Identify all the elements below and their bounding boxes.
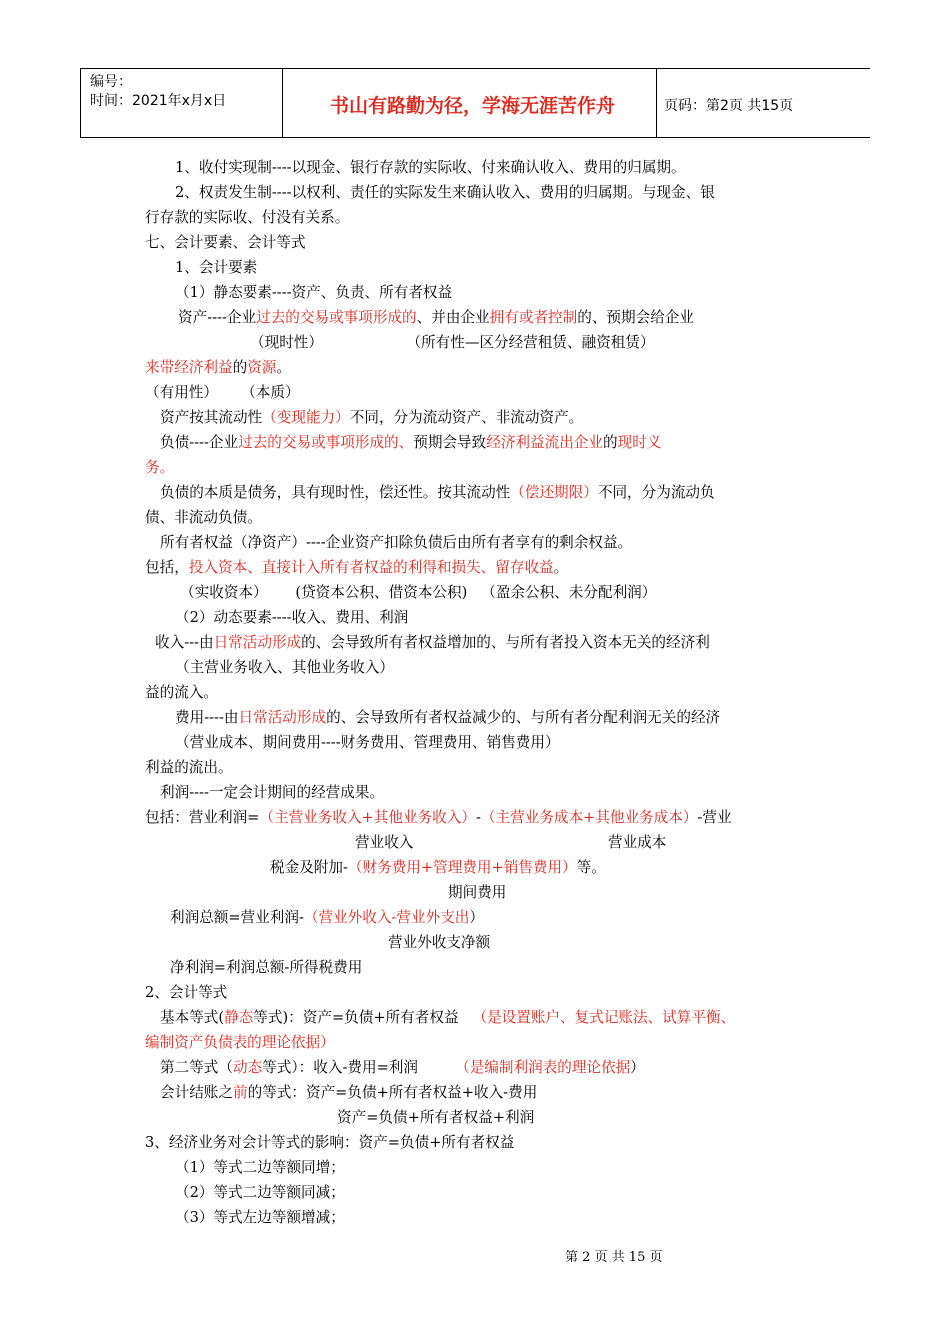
text-line bbox=[175, 1158, 345, 1178]
text-line bbox=[250, 333, 655, 353]
text-segment: 七、会计要素、会计等式 bbox=[145, 234, 306, 251]
text-segment: ） bbox=[469, 909, 484, 926]
page-info: 页码：第2页 共15页 bbox=[664, 98, 794, 114]
text-line bbox=[175, 1208, 345, 1228]
text-line bbox=[160, 533, 632, 553]
page-footer: 第 2 页 共 15 页 bbox=[565, 1250, 663, 1265]
text-line bbox=[160, 483, 715, 503]
text-segment: （现时性） （所有性—区分经营租赁、融资租赁） bbox=[250, 334, 655, 351]
text-segment: 资产----企业 bbox=[178, 309, 257, 326]
text-segment: 等式）：收入-费用=利润 bbox=[262, 1059, 456, 1076]
text-segment: 等式)：资产=负债+所有者权益 bbox=[253, 1009, 473, 1026]
text-line bbox=[170, 908, 484, 928]
text-line bbox=[145, 1133, 514, 1153]
text-segment: 所有者权益（净资产）----企业资产扣除负债后由所有者享有的剩余权益。 bbox=[160, 534, 633, 551]
text-line bbox=[160, 408, 583, 428]
text-line bbox=[145, 758, 233, 778]
highlighted-text: 编制资产负债表的理论依据） bbox=[145, 1034, 335, 1051]
text-line bbox=[175, 1183, 345, 1203]
text-line bbox=[160, 433, 661, 453]
text-segment: （1）静态要素----资产、负责、所有者权益 bbox=[175, 284, 453, 301]
text-segment: （实收资本） (贷资本公积、借资本公积) （盈余公积、未分配利润） bbox=[180, 584, 657, 601]
text-segment: （主营业务收入、其他业务收入） bbox=[175, 659, 394, 676]
text-segment: 3、经济业务对会计等式的影响：资产=负债+所有者权益 bbox=[145, 1134, 515, 1151]
highlighted-text: 日常活动形成 bbox=[238, 709, 327, 726]
highlighted-text: 经济利益流出企业 bbox=[486, 434, 603, 451]
text-segment: 包括：营业利润= bbox=[145, 809, 260, 826]
header-divider-1 bbox=[282, 69, 283, 137]
text-segment: 期间费用 bbox=[448, 884, 507, 901]
text-segment: （3）等式左边等额增减； bbox=[175, 1209, 345, 1226]
highlighted-text: （主营业务收入+其他业务收入） bbox=[259, 809, 476, 826]
text-segment: 资产按其流动性 bbox=[160, 409, 263, 426]
text-line bbox=[145, 358, 291, 378]
highlighted-text: （是设置账户、复式记账法、试算平衡、 bbox=[472, 1009, 736, 1026]
text-line bbox=[175, 283, 452, 303]
text-line bbox=[145, 808, 732, 828]
text-segment: （2）动态要素----收入、费用、利润 bbox=[175, 609, 409, 626]
text-line bbox=[175, 733, 560, 753]
text-line bbox=[337, 1108, 534, 1128]
text-segment: 、并由企业 bbox=[416, 309, 490, 326]
text-segment: 的 bbox=[232, 359, 248, 376]
text-line bbox=[160, 783, 384, 803]
text-segment: 的等式：资产=负债+所有者权益+收入-费用 bbox=[247, 1084, 538, 1101]
text-segment: 营业成本 bbox=[608, 834, 667, 851]
text-segment: 行存款的实际收、付没有关系。 bbox=[145, 209, 350, 226]
highlighted-text: 前 bbox=[232, 1084, 248, 1101]
highlighted-text: （变现能力） bbox=[262, 409, 350, 426]
text-segment: 2、会计等式 bbox=[145, 984, 228, 1001]
text-segment: 资产=负债+所有者权益+利润 bbox=[337, 1109, 535, 1126]
highlighted-text: （营业外收入-营业外支出 bbox=[303, 909, 470, 926]
text-line bbox=[145, 508, 262, 528]
text-line bbox=[388, 933, 490, 953]
text-line bbox=[145, 1033, 335, 1053]
text-line bbox=[175, 158, 686, 178]
text-segment: 不同，分为流动负 bbox=[597, 484, 715, 501]
text-segment: 益的流入。 bbox=[145, 684, 218, 701]
number-label: 编号： bbox=[90, 74, 132, 90]
text-line bbox=[175, 258, 257, 278]
time-label: 时间：2021年x月x日 bbox=[90, 93, 227, 109]
text-line bbox=[448, 883, 506, 903]
highlighted-text: 务。 bbox=[145, 459, 175, 476]
text-line bbox=[270, 858, 606, 878]
text-segment: （2）等式二边等额同减； bbox=[175, 1184, 345, 1201]
text-segment: 不同，分为流动资产、非流动资产。 bbox=[349, 409, 584, 426]
text-line bbox=[178, 308, 694, 328]
header-meta bbox=[90, 73, 226, 111]
text-line bbox=[160, 1058, 645, 1078]
text-segment: 等。 bbox=[576, 859, 606, 876]
text-segment: 营业外收支净额 bbox=[388, 934, 491, 951]
text-segment: 包括， bbox=[145, 559, 189, 576]
text-segment: -营业 bbox=[697, 809, 732, 826]
highlighted-text: 拥有或者控制 bbox=[489, 309, 578, 326]
text-segment: 的 bbox=[603, 434, 618, 451]
text-line bbox=[175, 658, 394, 678]
highlighted-text: 现时义 bbox=[617, 434, 662, 451]
text-line bbox=[145, 458, 174, 478]
highlighted-text: 过去的交易或事项形成的、 bbox=[238, 434, 414, 451]
text-segment: 负债----企业 bbox=[160, 434, 239, 451]
text-segment: （1）等式二边等额同增； bbox=[175, 1159, 345, 1176]
highlighted-text: 过去的交易或事项形成的 bbox=[256, 309, 417, 326]
highlighted-text: （是编制利润表的理论依据 bbox=[455, 1059, 631, 1076]
text-line bbox=[160, 1083, 537, 1103]
text-segment: 费用----由 bbox=[175, 709, 239, 726]
text-segment: 利益的流出。 bbox=[145, 759, 233, 776]
text-segment: （有用性） （本质） bbox=[145, 384, 300, 401]
highlighted-text: 静态 bbox=[224, 1009, 254, 1026]
text-segment: 债、非流动负债。 bbox=[145, 509, 262, 526]
text-line bbox=[145, 208, 349, 228]
text-segment: 会计结账之 bbox=[160, 1084, 233, 1101]
text-segment: 。 bbox=[276, 359, 291, 376]
text-line bbox=[145, 558, 568, 578]
text-segment: 营业收入 bbox=[355, 834, 414, 851]
text-segment: 负债的本质是债务，具有现时性，偿还性。按其流动性 bbox=[160, 484, 511, 501]
text-segment: 1、会计要素 bbox=[175, 259, 258, 276]
text-segment: 的、预期会给企业 bbox=[577, 309, 694, 326]
highlighted-text: 资源 bbox=[247, 359, 277, 376]
highlighted-text: 动态 bbox=[232, 1059, 263, 1076]
header-left-border bbox=[80, 69, 81, 137]
highlighted-text: 投入资本、直接计入所有者权益的利得和损失、留存收益 bbox=[188, 559, 554, 576]
text-line bbox=[175, 608, 408, 628]
text-segment: 基本等式( bbox=[160, 1009, 225, 1026]
text-segment: 利润----一定会计期间的经营成果。 bbox=[160, 784, 385, 801]
text-segment: 税金及附加- bbox=[270, 859, 348, 876]
highlighted-text: 来带经济利益 bbox=[145, 359, 233, 376]
text-line bbox=[145, 233, 306, 253]
text-segment: 2、权责发生制----以权利、责任的实际发生来确认收入、费用的归属期。与现金、银 bbox=[175, 184, 715, 201]
text-line bbox=[145, 983, 227, 1003]
text-segment: ） bbox=[630, 1059, 645, 1076]
header-table bbox=[80, 68, 870, 138]
text-line bbox=[608, 833, 666, 853]
text-segment: 。 bbox=[553, 559, 569, 576]
text-segment: （营业成本、期间费用----财务费用、管理费用、销售费用） bbox=[175, 734, 560, 751]
text-line bbox=[160, 1008, 735, 1028]
text-line bbox=[355, 833, 413, 853]
text-segment: 第二等式（ bbox=[160, 1059, 233, 1076]
text-segment: 预期会导致 bbox=[413, 434, 487, 451]
text-segment: 的、会导致所有者权益减少的、与所有者分配利润无关的经济 bbox=[326, 709, 721, 726]
text-line bbox=[145, 683, 218, 703]
text-line bbox=[145, 383, 300, 403]
text-line bbox=[170, 958, 362, 978]
header-motto: 书山有路勤为径，学海无涯苦作舟 bbox=[329, 95, 615, 117]
highlighted-text: （财务费用+管理费用+销售费用） bbox=[347, 859, 577, 876]
text-segment: 净利润=利润总额-所得税费用 bbox=[170, 959, 363, 976]
text-segment: 1、收付实现制----以现金、银行存款的实际收、付来确认收入、费用的归属期。 bbox=[175, 159, 686, 176]
text-segment: 的、会导致所有者权益增加的、与所有者投入资本无关的经济利 bbox=[301, 634, 710, 651]
text-segment: 收入---由 bbox=[155, 634, 214, 651]
text-line bbox=[180, 583, 656, 603]
text-segment: 利润总额=营业利润- bbox=[170, 909, 304, 926]
text-line bbox=[175, 708, 720, 728]
highlighted-text: （偿还期限） bbox=[510, 484, 598, 501]
highlighted-text: 日常活动形成 bbox=[213, 634, 302, 651]
text-segment: - bbox=[475, 809, 481, 826]
highlighted-text: （主营业务成本+其他业务成本） bbox=[480, 809, 698, 826]
text-line bbox=[155, 633, 710, 653]
text-line bbox=[175, 183, 715, 203]
